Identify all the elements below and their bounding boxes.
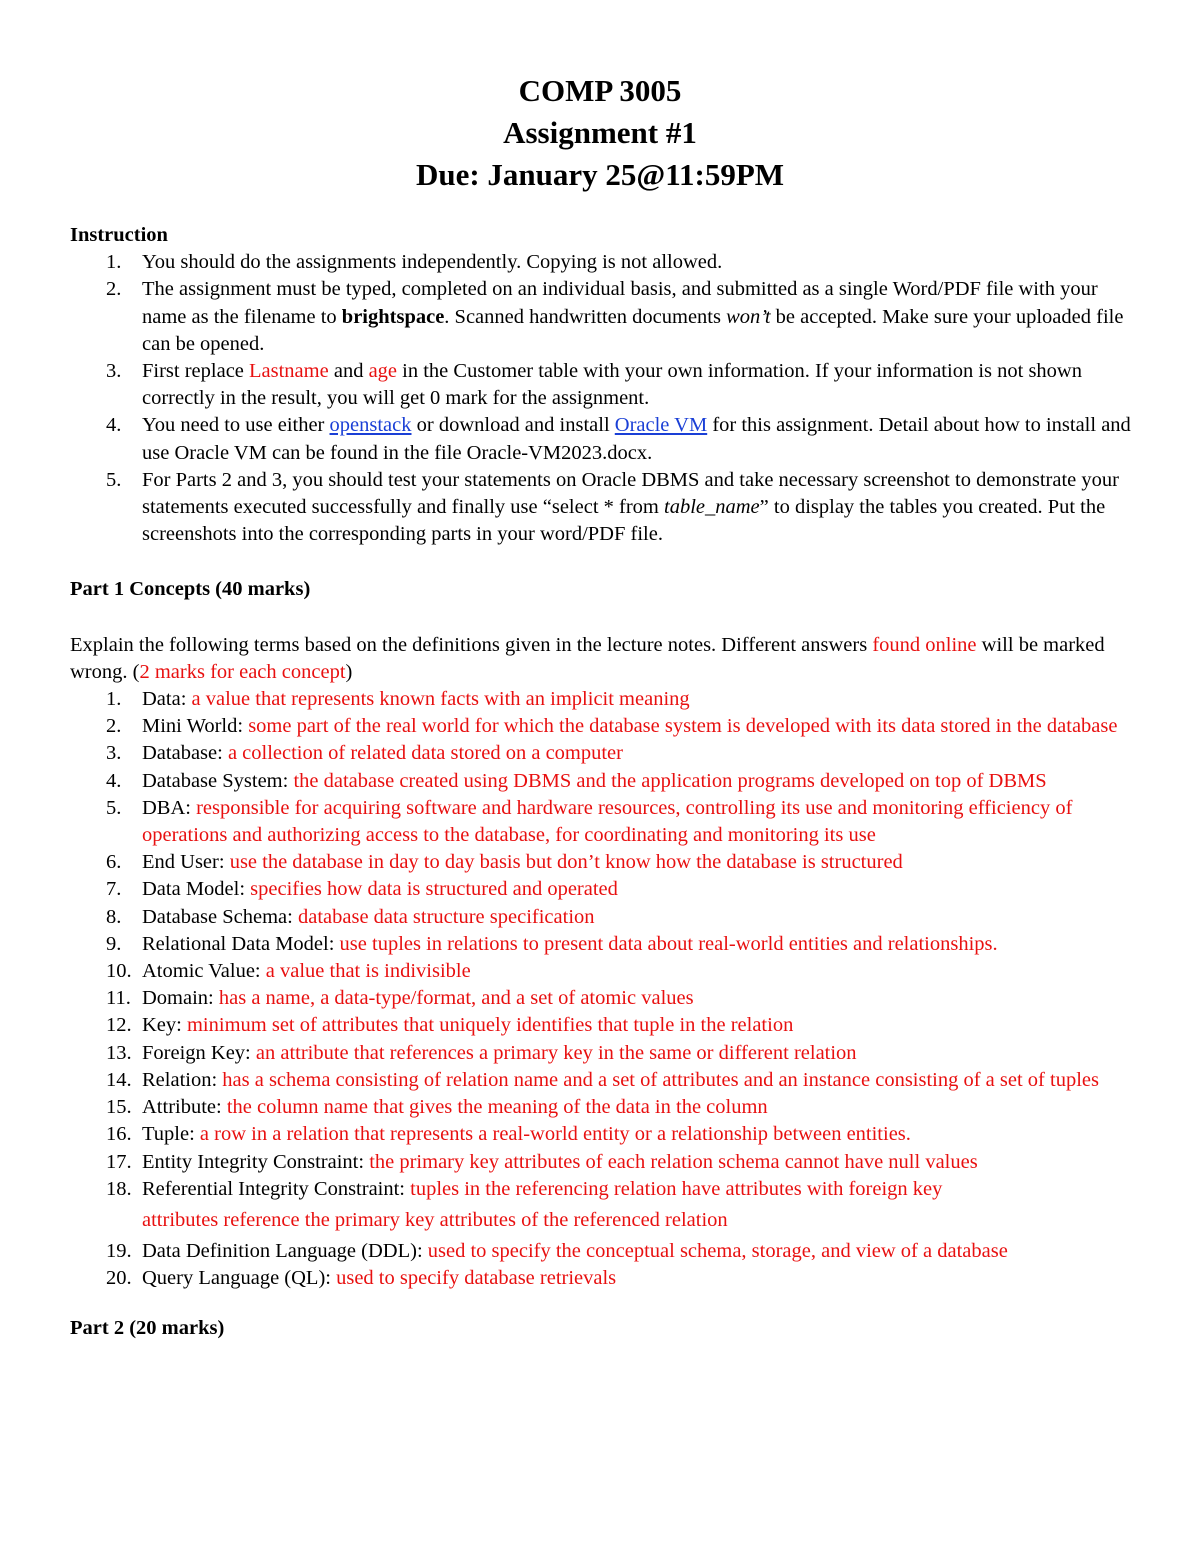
instruction-item [70,358,1140,412]
term-definition: use the database in day to day basis but don’t know how the database is structured [229,851,903,874]
term-label: Data: [142,688,192,711]
term-item [70,931,1140,958]
term-label: DBA: [142,796,197,819]
term-number: 15. [106,1096,132,1119]
instruction-item [70,412,1140,466]
item-text: or download and install [411,414,615,437]
term-definition: a value that is indivisible [265,960,471,983]
openstack-link[interactable]: openstack [329,414,412,437]
term-definition: has a name, a data-type/format, and a set of atomic values [218,987,694,1010]
term-item [70,1265,1140,1292]
term-definition: use tuples in relations to present data about real-world entities and relationships. [339,932,998,955]
term-definition: a row in a relation that represents a real-world entity or a relationship between entities. [199,1123,911,1146]
term-number: 16. [106,1123,132,1146]
term-definition: tuples in the referencing relation have attributes with foreign key [410,1177,943,1200]
found-online-text: found online [872,633,977,656]
item-text: be accepted. Make sure your uploaded file can be opened. [142,305,1124,355]
term-number: 13. [106,1041,132,1064]
item-text: and [328,360,369,383]
part2-heading: Part 2 (20 marks) [70,1316,225,1339]
term-label: Entity Integrity Constraint: [142,1150,370,1173]
term-definition: the column name that gives the meaning of the data in the column [226,1096,768,1119]
term-number: 2. [106,715,122,738]
term-definition: used to specify the conceptual schema, storage, and view of a database [427,1240,1008,1263]
item-number: 5. [106,468,122,491]
term-item [70,1040,1140,1067]
term-definition: responsible for acquiring software and hardware resources, controlling its use and monitoring efficiency of operations and authorizing access to the database, for coordinating and monitoring its use [142,796,1073,847]
term-label: Data Model: [142,878,251,901]
term-definition: some part of the real world for which the database system is developed with its data stored in the database [248,715,1118,738]
term-number: 9. [106,932,122,955]
instruction-item [70,249,1140,276]
term-number: 17. [106,1150,132,1173]
term-definition: specifies how data is structured and operated [250,878,618,901]
intro-text: ) [345,660,353,683]
item-text: First replace [142,360,250,383]
term-item [70,1238,1140,1265]
document-body [70,222,1140,1342]
due-date: Due: January 25@11:59PM [415,157,785,192]
term-label: Data Definition Language (DDL): [142,1240,428,1263]
item-text: . Scanned handwritten documents [444,305,727,328]
emphasis-text: won’t [726,305,771,328]
term-number: 6. [106,851,122,874]
term-number: 5. [106,796,122,819]
item-number: 2. [106,278,122,301]
term-label: Tuple: [142,1123,200,1146]
term-item [70,1176,1140,1234]
instruction-list [70,249,1140,548]
term-number: 19. [106,1240,132,1263]
term-item [70,686,1140,713]
term-label: Relation: [142,1068,223,1091]
term-label: Database System: [142,769,294,792]
item-text: You should do the assignments independently. Copying is not allowed. [142,251,723,274]
item-text: The assignment must be typed, completed on an individual basis, and submitted as a single Word/PDF file with your name as the filename to [142,278,1098,328]
instruction-item [70,276,1140,358]
term-label: Database Schema: [142,905,298,928]
term-item [70,849,1140,876]
term-label: Referential Integrity Constraint: [142,1177,411,1200]
intro-text: Explain the following terms based on the definitions given in the lecture notes. Different answers [70,633,873,656]
item-number: 1. [106,251,122,274]
instruction-item [70,467,1140,549]
assignment-title: Assignment #1 [503,115,697,150]
term-number: 20. [106,1267,132,1290]
item-text: in the Customer table with your own information. If your information is not shown correctly in the result, you will get 0 mark for the assignment. [142,360,1082,410]
document-header [0,70,1200,196]
term-label: Mini World: [142,715,249,738]
item-number: 4. [106,414,122,437]
term-number: 1. [106,688,122,711]
term-item [70,1012,1140,1039]
term-item [70,1067,1140,1094]
brightspace-text: brightspace [341,305,445,328]
term-item [70,1121,1140,1148]
term-label: Attribute: [142,1096,227,1119]
item-number: 3. [106,360,122,383]
term-label: Foreign Key: [142,1041,256,1064]
part1-intro [70,632,1140,686]
term-item [70,768,1140,795]
term-number: 14. [106,1068,132,1091]
term-item [70,904,1140,931]
lastname-highlight: Lastname [249,360,329,383]
term-definition: an attribute that references a primary key in the same or different relation [255,1041,857,1064]
instruction-heading: Instruction [70,224,168,246]
term-item [70,740,1140,767]
term-number: 7. [106,878,122,901]
item-text: for this assignment. Detail about how to install and use Oracle VM can be found in the file Oracle-VM2023.docx. [142,414,1131,464]
term-number: 3. [106,742,122,765]
term-number: 8. [106,905,122,928]
marks-note: 2 marks for each concept [139,660,346,683]
term-item [70,985,1140,1012]
item-text: You need to use either [142,414,330,437]
term-definition-continued: attributes reference the primary key attributes of the referenced relation [142,1208,728,1231]
oracle-vm-link[interactable]: Oracle VM [614,414,708,437]
term-definition: has a schema consisting of relation name and a set of attributes and an instance consisting of a set of tuples [222,1068,1099,1091]
term-number: 18. [106,1177,132,1200]
term-item [70,876,1140,903]
term-definition: a collection of related data stored on a computer [227,742,623,765]
term-label: Atomic Value: [142,960,266,983]
part1-heading: Part 1 Concepts (40 marks) [70,578,311,601]
terms-list [70,686,1140,1292]
term-item [70,713,1140,740]
term-label: Query Language (QL): [142,1267,337,1290]
term-definition: database data structure specification [297,905,595,928]
table-name-text: table_name [664,496,760,519]
term-item [70,1094,1140,1121]
term-label: Key: [142,1014,187,1037]
item-text: ” to display the tables you created. Put the screenshots into the corresponding parts in your word/PDF file. [142,496,1106,546]
term-number: 4. [106,769,122,792]
term-definition: minimum set of attributes that uniquely identifies that tuple in the relation [186,1014,794,1037]
term-definition: the primary key attributes of each relation schema cannot have null values [369,1150,978,1173]
course-title: COMP 3005 [518,73,682,108]
intro-text: will be marked wrong. ( [70,633,1105,683]
term-label: Domain: [142,987,219,1010]
term-definition: used to specify database retrievals [336,1267,617,1290]
term-number: 11. [106,987,131,1010]
item-text: For Parts 2 and 3, you should test your statements on Oracle DBMS and take necessary screenshot to demonstrate your statements executed successfully and finally use “select * from [142,468,1119,519]
term-definition: a value that represents known facts with an implicit meaning [191,688,690,711]
term-label: Database: [142,742,228,765]
term-number: 12. [106,1014,132,1037]
term-number: 10. [106,960,132,983]
term-item [70,795,1140,849]
term-definition: the database created using DBMS and the application programs developed on top of DBMS [293,769,1047,792]
term-label: End User: [142,851,230,874]
term-item [70,1149,1140,1176]
age-highlight: age [368,360,398,383]
term-item [70,958,1140,985]
term-label: Relational Data Model: [142,932,340,955]
